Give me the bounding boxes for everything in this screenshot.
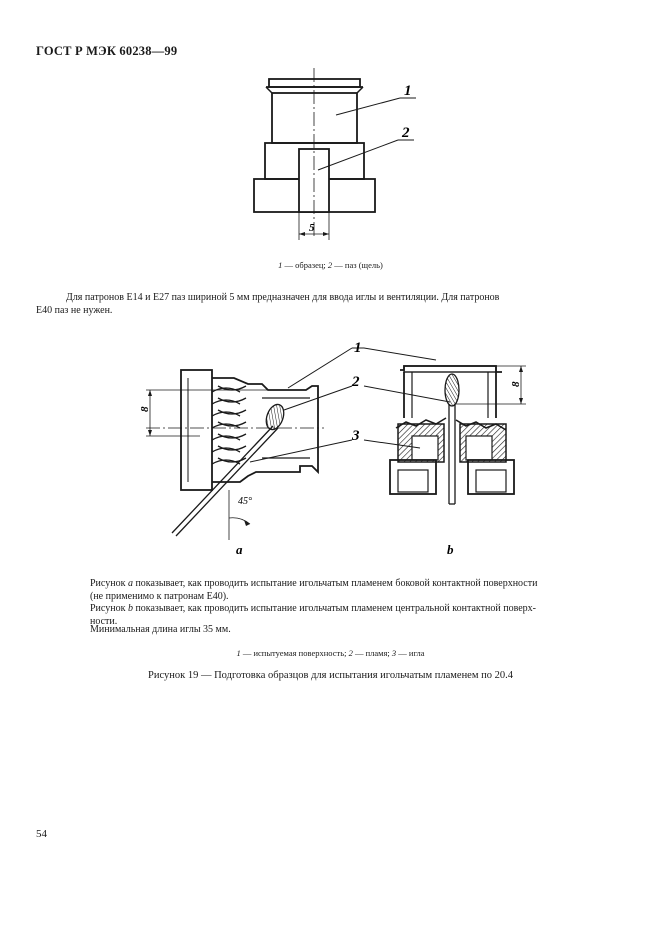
slot-width-dimension: 5: [309, 222, 315, 234]
page-number: 54: [36, 828, 47, 840]
callout-1-top: 1: [404, 83, 412, 99]
subfigure-label-a: a: [236, 542, 243, 557]
figure-title: Рисунок 19 — Подготовка образцов для испытания игольчатым пламенем по 20.4: [148, 670, 513, 681]
paragraph-line-2: Е40 паз не нужен.: [36, 305, 113, 316]
callout-2-bottom: 2: [352, 374, 360, 390]
top-figure-caption: 1 — образец; 2 — паз (щель): [278, 260, 383, 270]
paragraph-line-1: Для патронов Е14 и Е27 паз шириной 5 мм предназначен для ввода иглы и вентиляции. Для патронов: [66, 292, 500, 303]
callout-1-bottom: 1: [354, 340, 362, 356]
figure-b-drawing: [352, 348, 526, 504]
note-figure-a: Рисунок a показывает, как проводить испытание игольчатым пламенем боковой контактной поверхности: [90, 578, 538, 589]
note-needle-length: Минимальная длина иглы 35 мм.: [90, 624, 231, 635]
document-header: ГОСТ Р МЭК 60238—99: [36, 44, 178, 58]
figure-a-drawing: [146, 348, 352, 540]
subfigure-label-b: b: [447, 542, 454, 557]
note-figure-a-cont: (не применимо к патронам Е40).: [90, 591, 229, 602]
callout-2-top: 2: [402, 125, 410, 141]
note-figure-b-cont: ности.: [90, 616, 118, 627]
bottom-figure-legend: 1 — испытуемая поверхность; 2 — пламя; 3 — игла: [236, 648, 425, 658]
dimension-a: 8: [139, 406, 151, 412]
angle-label: 45°: [238, 496, 252, 507]
top-sample-drawing: [254, 68, 416, 240]
callout-3-bottom: 3: [352, 428, 360, 444]
dimension-b: 8: [510, 381, 522, 387]
note-figure-b: Рисунок b показывает, как проводить испытание игольчатым пламенем центральной контактной поверх-: [90, 603, 536, 614]
